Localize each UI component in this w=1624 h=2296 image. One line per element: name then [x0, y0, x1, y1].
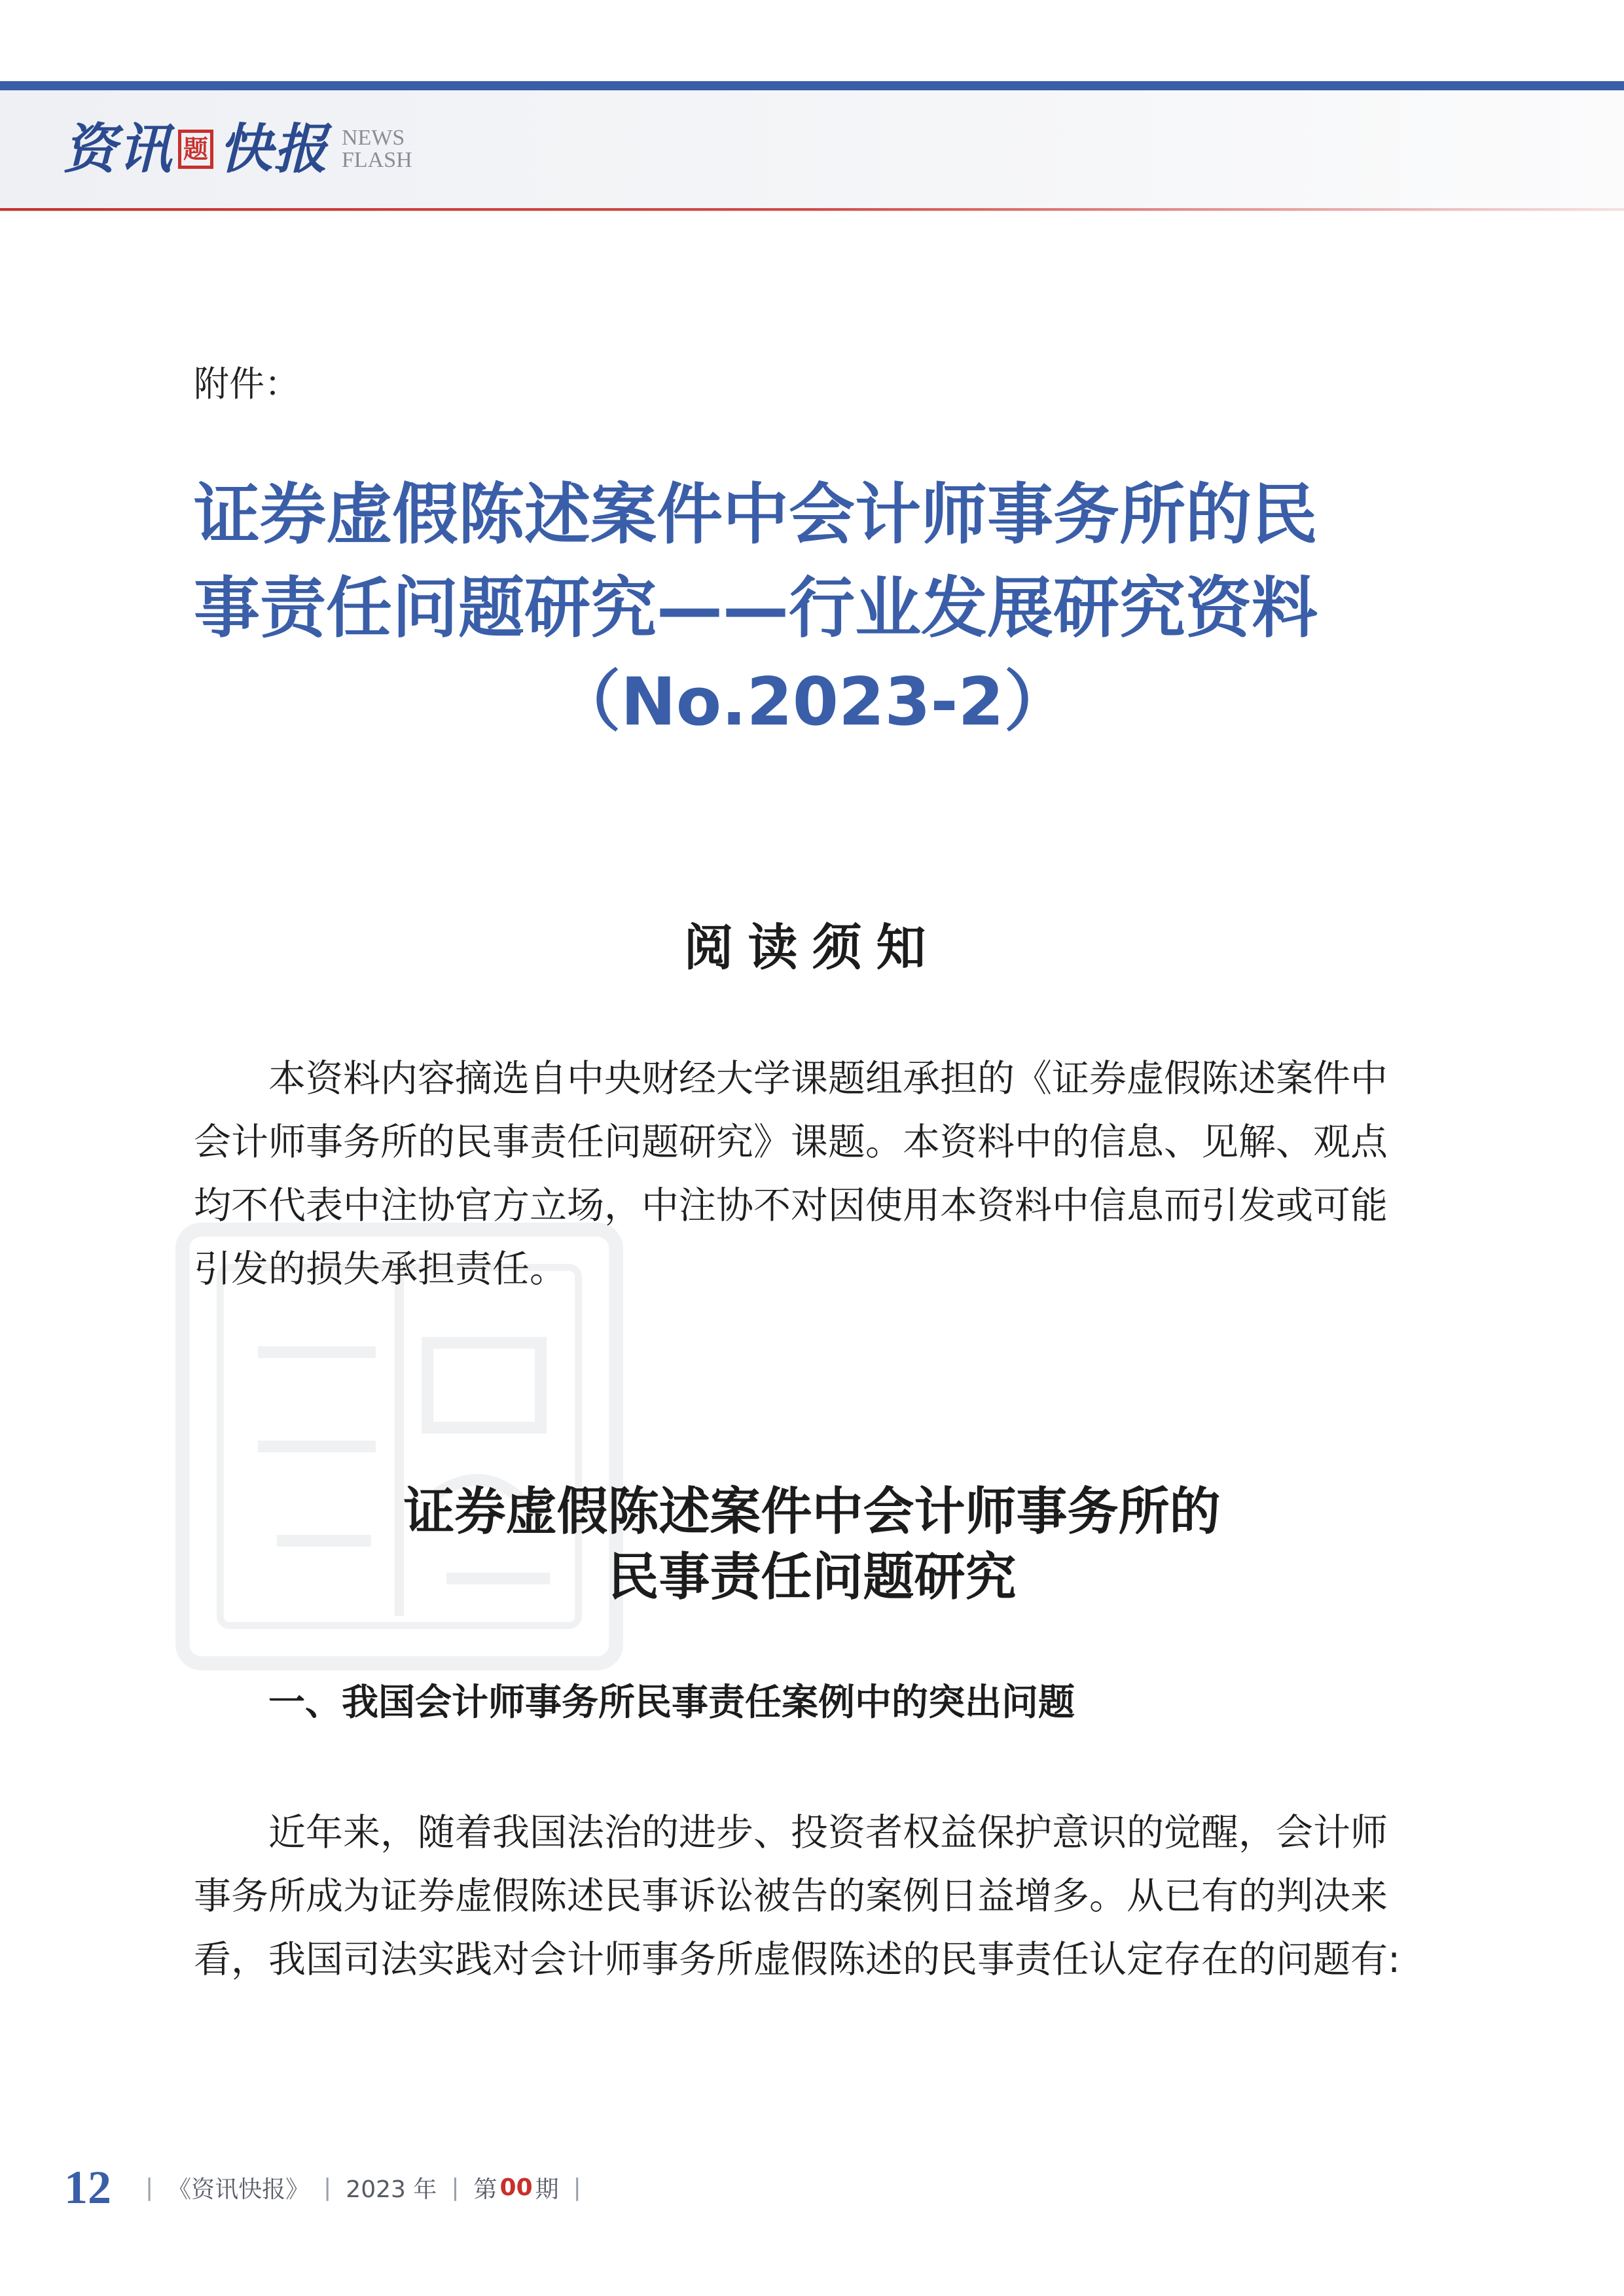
footer-divider: | — [451, 2174, 460, 2201]
footer-issue-prefix: 第 — [473, 2176, 497, 2203]
footer-divider: | — [323, 2174, 332, 2201]
main-title-line1: 证券虚假陈述案件中会计师事务所的民 — [194, 476, 1318, 553]
header-bottom-rule — [0, 208, 1624, 211]
attachment-label: 附件： — [194, 363, 300, 404]
subtitle-line1: 证券虚假陈述案件中会计师事务所的 — [403, 1482, 1221, 1541]
logo-text-part2: 快报 — [219, 118, 329, 181]
main-title — [194, 468, 1431, 749]
section-line: 看，我国司法实践对会计师事务所虚假陈述的民事责任认定存在的问题有: — [194, 1938, 1401, 1981]
footer-publication: 《资讯快报》 — [168, 2176, 310, 2203]
main-title-line2: 事责任问题研究——行业发展研究资料 — [194, 569, 1318, 647]
notice-line: 均不代表中注协官方立场，中注协不对因使用本资料中信息而引发或可能 — [194, 1184, 1388, 1227]
logo-english-line2: FLASH — [342, 148, 412, 172]
page-footer — [64, 2160, 596, 2215]
publication-logo — [63, 117, 412, 182]
section-heading: 一、我国会计师事务所民事责任案例中的突出问题 — [268, 1681, 1075, 1724]
notice-line: 引发的损失承担责任。 — [194, 1247, 567, 1291]
footer-year: 2023 年 — [346, 2176, 437, 2203]
logo-text-part1: 资讯 — [63, 118, 173, 181]
notice-line: 本资料内容摘选自中央财经大学课题组承担的《证券虚假陈述案件中 — [268, 1057, 1388, 1100]
footer-issue-suffix: 期 — [535, 2176, 559, 2203]
footer-issue-number: 00 — [499, 2174, 533, 2201]
subtitle — [0, 1479, 1624, 1610]
notice-heading: 阅读须知 — [683, 918, 941, 977]
section-paragraph — [194, 1801, 1431, 1992]
logo-seal: 题 — [178, 130, 213, 169]
section-line: 近年来，随着我国法治的进步、投资者权益保护意识的觉醒，会计师 — [268, 1811, 1388, 1854]
page-number: 12 — [64, 2161, 111, 2214]
logo-english — [342, 127, 412, 171]
header-top-rule — [0, 81, 1624, 90]
footer-divider: | — [573, 2174, 581, 2201]
footer-divider: | — [145, 2174, 154, 2201]
main-title-line3: （No.2023-2） — [554, 663, 1070, 740]
notice-line: 会计师事务所的民事责任问题研究》课题。本资料中的信息、见解、观点 — [194, 1121, 1388, 1164]
notice-paragraph — [194, 1047, 1431, 1301]
subtitle-line2: 民事责任问题研究 — [607, 1548, 1017, 1607]
logo-english-line1: NEWS — [342, 126, 405, 150]
section-line: 事务所成为证券虚假陈述民事诉讼被告的案例日益增多。从已有的判决来 — [194, 1874, 1388, 1918]
